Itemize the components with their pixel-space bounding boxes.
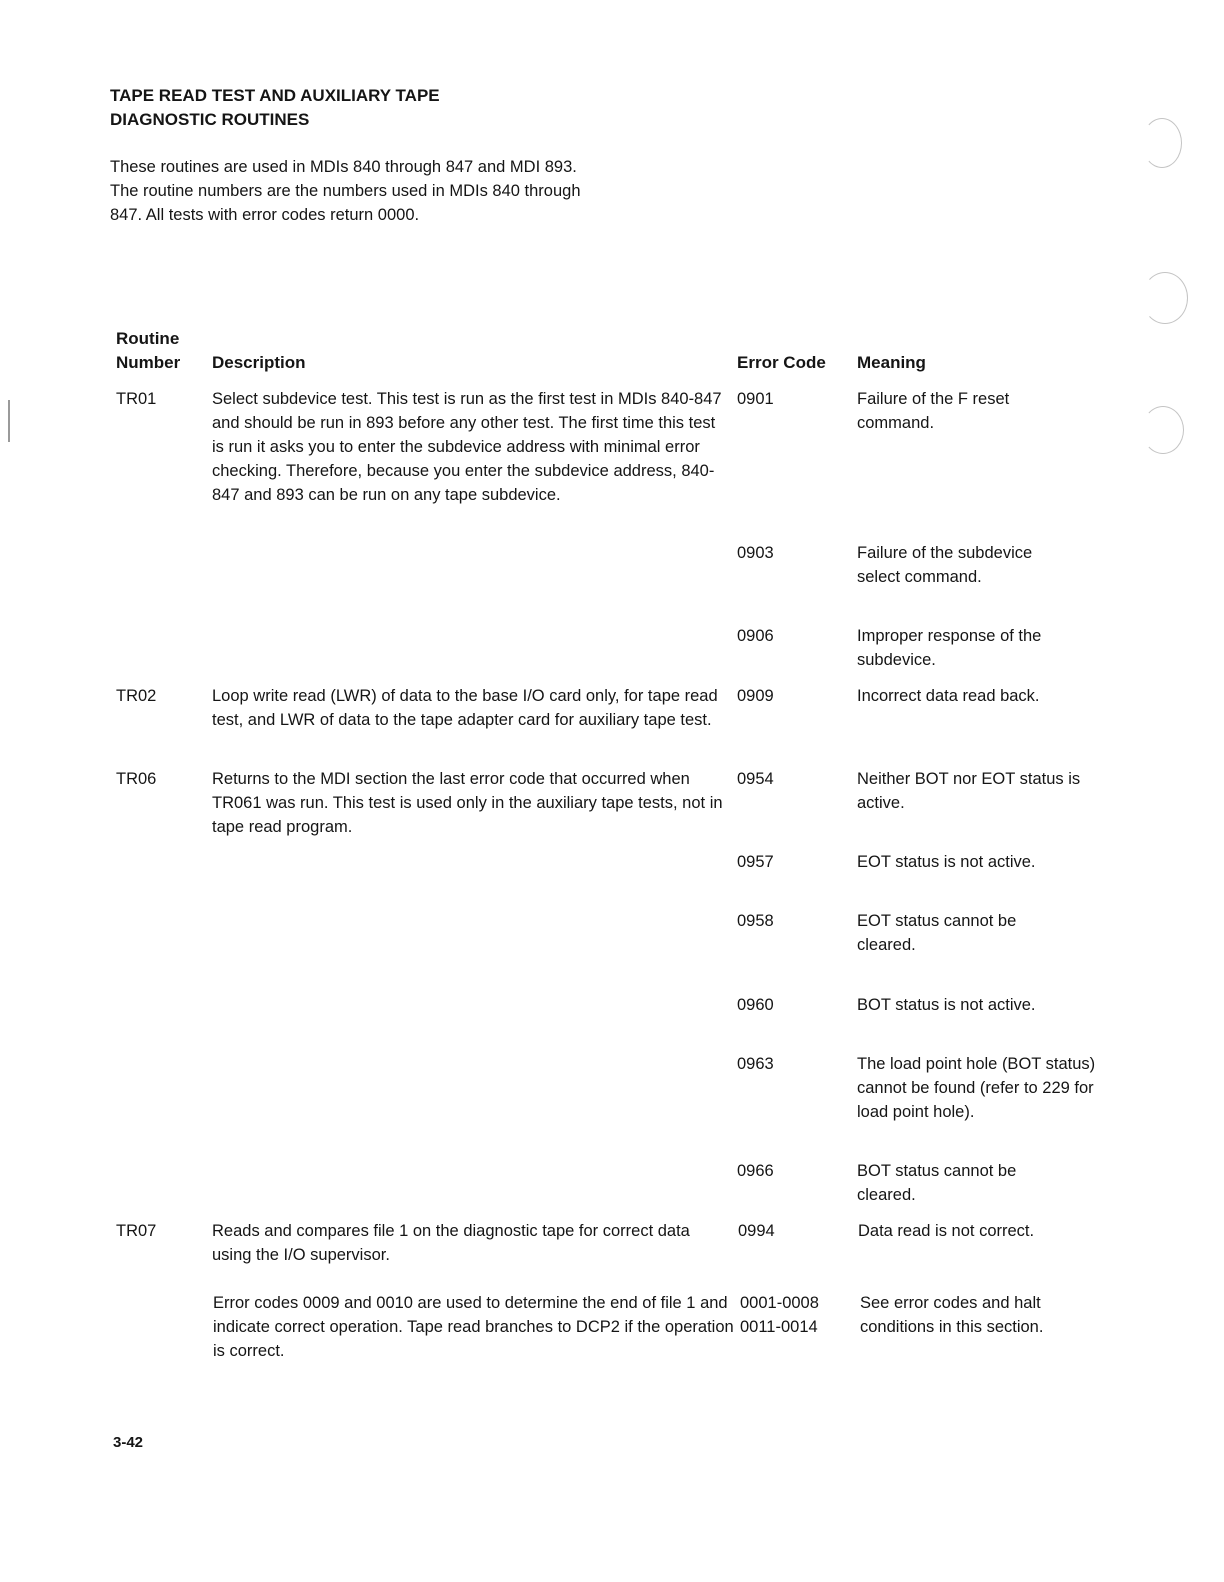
error-meaning: BOT status is not active.	[857, 996, 1036, 1014]
routine-description: Reads and compares file 1 on the diagnostic tape for correct data using the I/O supervisor.	[212, 1222, 690, 1264]
error-meaning: Failure of the subdevice select command.	[857, 544, 1033, 586]
binder-hole-mark	[1142, 118, 1182, 168]
error-code-range-2: 0011-0014	[740, 1318, 818, 1336]
error-code: 0963	[737, 1055, 774, 1073]
header-routine-line-1: Routine	[116, 329, 180, 348]
routine-number: TR07	[116, 1222, 157, 1240]
title-line-1: TAPE READ TEST AND AUXILIARY TAPE	[110, 86, 440, 105]
error-code: 0957	[737, 853, 774, 871]
error-meaning: EOT status cannot be cleared.	[857, 912, 1017, 954]
page-title	[110, 84, 570, 132]
error-meaning: EOT status is not active.	[857, 853, 1036, 871]
header-meaning: Meaning	[857, 353, 926, 372]
error-code: 0903	[737, 544, 774, 562]
header-error-code: Error Code	[737, 353, 826, 372]
error-code: 0909	[737, 687, 774, 705]
error-code: 0906	[737, 627, 774, 645]
header-description: Description	[212, 353, 306, 372]
error-meaning: Neither BOT nor EOT status is active.	[857, 770, 1081, 812]
error-code-range-1: 0001-0008	[740, 1294, 819, 1312]
error-meaning: The load point hole (BOT status) cannot be found (refer to 229 for load point hole).	[857, 1055, 1096, 1121]
error-code: 0966	[737, 1162, 774, 1180]
header-routine-line-2: Number	[116, 353, 181, 372]
routine-description: Select subdevice test. This test is run as the first test in MDIs 840-847 and should be run in 893 before any other test. The first time this test is run it asks you to enter the subdevice address with minimal error checking. Therefore, because you enter the subdevice address, 840-847 and 893 can be run on any tape subdevice.	[212, 390, 722, 504]
title-line-2: DIAGNOSTIC ROUTINES	[110, 110, 310, 129]
page-number: 3-42	[113, 1434, 144, 1451]
error-code: 0958	[737, 912, 774, 930]
scan-edge-mark	[8, 400, 10, 442]
error-meaning: Incorrect data read back.	[857, 687, 1040, 705]
error-meaning: BOT status cannot be cleared.	[857, 1162, 1017, 1204]
error-meaning: Data read is not correct.	[858, 1222, 1035, 1240]
header-routine-number	[116, 327, 180, 375]
error-code: 0960	[737, 996, 774, 1014]
error-meaning: Improper response of the subdevice.	[857, 627, 1042, 669]
error-code: 0901	[737, 390, 774, 408]
routine-description: Loop write read (LWR) of data to the base I/O card only, for tape read test, and LWR of data to the tape adapter card for auxiliary tape test.	[212, 687, 718, 729]
binder-hole-mark	[1142, 406, 1184, 454]
error-code: 0994	[738, 1222, 775, 1240]
routine-number: TR01	[116, 390, 157, 408]
error-meaning: See error codes and halt conditions in this section.	[860, 1294, 1044, 1336]
intro-paragraph: These routines are used in MDIs 840 through 847 and MDI 893. The routine numbers are the numbers used in MDIs 840 through 847. All tests with error codes return 0000.	[110, 158, 581, 224]
error-code-range	[740, 1291, 850, 1339]
binder-hole-mark	[1142, 272, 1188, 324]
routine-description: Error codes 0009 and 0010 are used to determine the end of file 1 and indicate correct operation. Tape read branches to DCP2 if the operation is correct.	[213, 1294, 734, 1360]
routine-description: Returns to the MDI section the last error code that occurred when TR061 was run. This test is used only in the auxiliary tape tests, not in tape read program.	[212, 770, 723, 836]
error-code: 0954	[737, 770, 774, 788]
routine-number: TR06	[116, 770, 157, 788]
error-meaning: Failure of the F reset command.	[857, 390, 1010, 432]
routine-number: TR02	[116, 687, 157, 705]
